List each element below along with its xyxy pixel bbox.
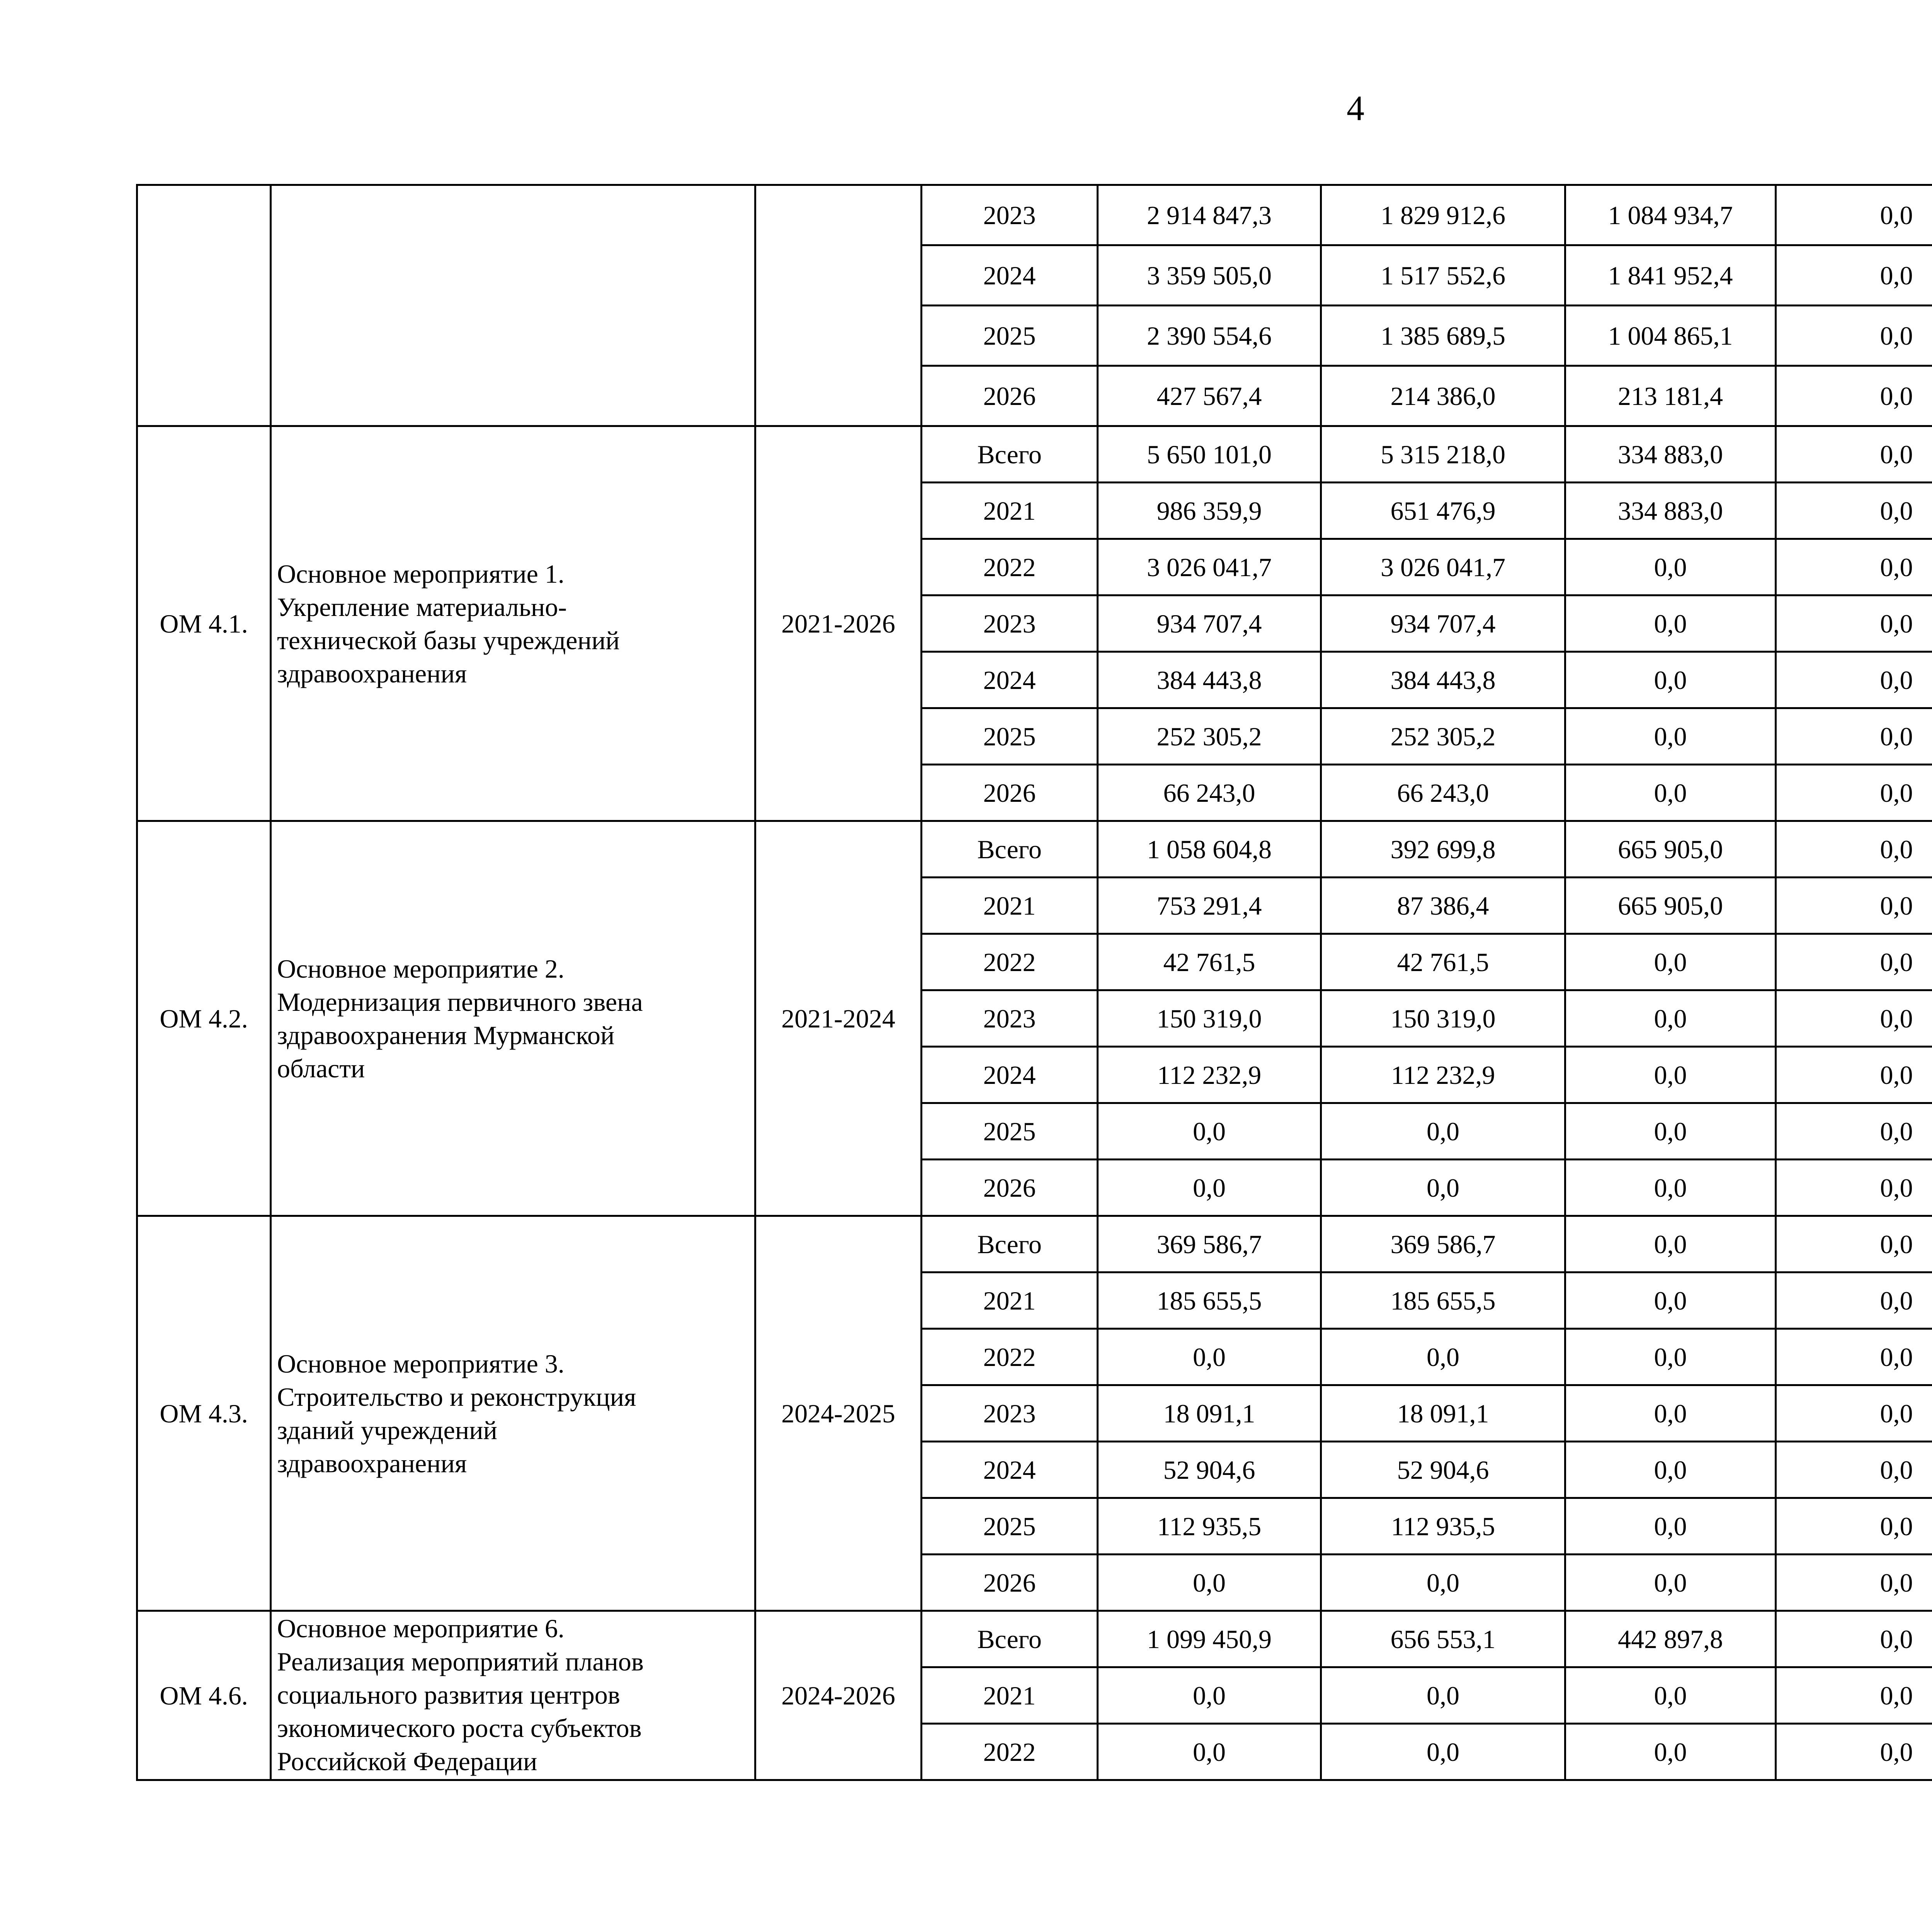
source-2-amount-cell: 665 905,0 (1565, 821, 1776, 878)
source-3-amount-cell: 0,0 (1776, 1385, 1932, 1442)
year-cell: 2026 (922, 1160, 1098, 1216)
source-2-amount-cell: 0,0 (1565, 990, 1776, 1047)
source-2-amount-cell: 0,0 (1565, 708, 1776, 765)
measure-name: Основное мероприятие 3. Строительство и реконструкция зданий учреждений здравоохранения (271, 1216, 755, 1611)
source-3-amount-cell: 0,0 (1776, 245, 1932, 306)
total-amount-cell: 150 319,0 (1098, 990, 1321, 1047)
source-3-amount-cell: 0,0 (1776, 185, 1932, 245)
measure-name: Основное мероприятие 2. Модернизация первичного звена здравоохранения Мурманской области (271, 821, 755, 1216)
source-2-amount-cell: 0,0 (1565, 1047, 1776, 1103)
total-amount-cell: 0,0 (1098, 1667, 1321, 1724)
measure-code: ОМ 4.1. (137, 426, 271, 821)
source-3-amount-cell: 0,0 (1776, 1442, 1932, 1498)
source-3-amount-cell: 0,0 (1776, 708, 1932, 765)
source-1-amount-cell: 0,0 (1321, 1160, 1565, 1216)
source-3-amount-cell: 0,0 (1776, 539, 1932, 595)
source-2-amount-cell: 334 883,0 (1565, 426, 1776, 483)
measure-name: Основное мероприятие 1. Укрепление материально- технической базы учреждений здравоохранения (271, 426, 755, 821)
total-amount-cell: 986 359,9 (1098, 483, 1321, 539)
source-2-amount-cell: 0,0 (1565, 539, 1776, 595)
year-cell: 2025 (922, 1103, 1098, 1160)
source-1-amount-cell: 651 476,9 (1321, 483, 1565, 539)
source-2-amount-cell: 0,0 (1565, 1103, 1776, 1160)
source-3-amount-cell: 0,0 (1776, 934, 1932, 990)
total-amount-cell: 2 914 847,3 (1098, 185, 1321, 245)
source-2-amount-cell: 0,0 (1565, 934, 1776, 990)
year-cell: 2026 (922, 765, 1098, 821)
source-1-amount-cell: 1 829 912,6 (1321, 185, 1565, 245)
source-2-amount-cell: 0,0 (1565, 595, 1776, 652)
year-cell: 2026 (922, 1555, 1098, 1611)
source-1-amount-cell: 0,0 (1321, 1555, 1565, 1611)
source-3-amount-cell: 0,0 (1776, 878, 1932, 934)
source-1-amount-cell: 18 091,1 (1321, 1385, 1565, 1442)
source-3-amount-cell: 0,0 (1776, 483, 1932, 539)
implementation-period (755, 185, 922, 426)
year-cell: 2025 (922, 306, 1098, 366)
total-amount-cell: 0,0 (1098, 1329, 1321, 1385)
year-cell: Всего (922, 821, 1098, 878)
source-2-amount-cell: 0,0 (1565, 1272, 1776, 1329)
source-2-amount-cell: 0,0 (1565, 765, 1776, 821)
year-cell: 2026 (922, 366, 1098, 426)
source-3-amount-cell: 0,0 (1776, 1047, 1932, 1103)
source-3-amount-cell: 0,0 (1776, 1160, 1932, 1216)
source-2-amount-cell: 1 841 952,4 (1565, 245, 1776, 306)
source-2-amount-cell: 0,0 (1565, 1385, 1776, 1442)
source-3-amount-cell: 0,0 (1776, 1272, 1932, 1329)
source-1-amount-cell: 87 386,4 (1321, 878, 1565, 934)
table-row (137, 426, 1932, 483)
source-3-amount-cell: 0,0 (1776, 1667, 1932, 1724)
year-cell: 2021 (922, 483, 1098, 539)
total-amount-cell: 185 655,5 (1098, 1272, 1321, 1329)
source-3-amount-cell: 0,0 (1776, 1724, 1932, 1780)
source-1-amount-cell: 656 553,1 (1321, 1611, 1565, 1667)
year-cell: 2024 (922, 1047, 1098, 1103)
measure-code (137, 185, 271, 426)
year-cell: 2021 (922, 878, 1098, 934)
source-1-amount-cell: 392 699,8 (1321, 821, 1565, 878)
source-3-amount-cell: 0,0 (1776, 1555, 1932, 1611)
source-2-amount-cell: 334 883,0 (1565, 483, 1776, 539)
year-cell: Всего (922, 1216, 1098, 1272)
source-1-amount-cell: 934 707,4 (1321, 595, 1565, 652)
total-amount-cell: 252 305,2 (1098, 708, 1321, 765)
total-amount-cell: 1 058 604,8 (1098, 821, 1321, 878)
year-cell: 2022 (922, 1329, 1098, 1385)
source-3-amount-cell: 0,0 (1776, 765, 1932, 821)
year-cell: Всего (922, 1611, 1098, 1667)
source-1-amount-cell: 42 761,5 (1321, 934, 1565, 990)
source-3-amount-cell: 0,0 (1776, 652, 1932, 708)
year-cell: 2024 (922, 652, 1098, 708)
page-number: 4 (1347, 88, 1364, 128)
source-1-amount-cell: 252 305,2 (1321, 708, 1565, 765)
source-1-amount-cell: 1 385 689,5 (1321, 306, 1565, 366)
year-cell: 2023 (922, 990, 1098, 1047)
source-2-amount-cell: 0,0 (1565, 1160, 1776, 1216)
total-amount-cell: 3 026 041,7 (1098, 539, 1321, 595)
total-amount-cell: 1 099 450,9 (1098, 1611, 1321, 1667)
total-amount-cell: 0,0 (1098, 1555, 1321, 1611)
source-2-amount-cell: 0,0 (1565, 1442, 1776, 1498)
measure-code: ОМ 4.3. (137, 1216, 271, 1611)
table-row (137, 1216, 1932, 1272)
source-1-amount-cell: 150 319,0 (1321, 990, 1565, 1047)
implementation-period: 2024-2026 (755, 1611, 922, 1780)
total-amount-cell: 2 390 554,6 (1098, 306, 1321, 366)
year-cell: 2023 (922, 1385, 1098, 1442)
year-cell: 2024 (922, 245, 1098, 306)
source-3-amount-cell: 0,0 (1776, 1329, 1932, 1385)
measure-name: Основное мероприятие 6. Реализация мероприятий планов социального развития центров экономического роста субъектов Российской Федерации (271, 1611, 755, 1780)
measure-code: ОМ 4.6. (137, 1611, 271, 1780)
total-amount-cell: 0,0 (1098, 1160, 1321, 1216)
total-amount-cell: 18 091,1 (1098, 1385, 1321, 1442)
source-3-amount-cell: 0,0 (1776, 306, 1932, 366)
table-row (137, 185, 1932, 245)
source-1-amount-cell: 1 517 552,6 (1321, 245, 1565, 306)
source-1-amount-cell: 185 655,5 (1321, 1272, 1565, 1329)
total-amount-cell: 0,0 (1098, 1724, 1321, 1780)
year-cell: 2022 (922, 1724, 1098, 1780)
total-amount-cell: 427 567,4 (1098, 366, 1321, 426)
implementation-period: 2021-2024 (755, 821, 922, 1216)
source-2-amount-cell: 213 181,4 (1565, 366, 1776, 426)
source-3-amount-cell: 0,0 (1776, 366, 1932, 426)
source-2-amount-cell: 0,0 (1565, 1329, 1776, 1385)
year-cell: Всего (922, 426, 1098, 483)
year-cell: 2021 (922, 1272, 1098, 1329)
source-1-amount-cell: 112 935,5 (1321, 1498, 1565, 1555)
total-amount-cell: 112 935,5 (1098, 1498, 1321, 1555)
source-1-amount-cell: 3 026 041,7 (1321, 539, 1565, 595)
measure-name (271, 185, 755, 426)
source-1-amount-cell: 214 386,0 (1321, 366, 1565, 426)
total-amount-cell: 42 761,5 (1098, 934, 1321, 990)
source-3-amount-cell: 0,0 (1776, 1103, 1932, 1160)
year-cell: 2025 (922, 1498, 1098, 1555)
source-2-amount-cell: 0,0 (1565, 1724, 1776, 1780)
source-1-amount-cell: 0,0 (1321, 1103, 1565, 1160)
total-amount-cell: 3 359 505,0 (1098, 245, 1321, 306)
source-3-amount-cell: 0,0 (1776, 1216, 1932, 1272)
source-1-amount-cell: 52 904,6 (1321, 1442, 1565, 1498)
source-1-amount-cell: 112 232,9 (1321, 1047, 1565, 1103)
measure-code: ОМ 4.2. (137, 821, 271, 1216)
source-1-amount-cell: 384 443,8 (1321, 652, 1565, 708)
total-amount-cell: 0,0 (1098, 1103, 1321, 1160)
source-1-amount-cell: 0,0 (1321, 1724, 1565, 1780)
total-amount-cell: 112 232,9 (1098, 1047, 1321, 1103)
source-2-amount-cell: 1 084 934,7 (1565, 185, 1776, 245)
year-cell: 2023 (922, 185, 1098, 245)
year-cell: 2023 (922, 595, 1098, 652)
source-2-amount-cell: 0,0 (1565, 1667, 1776, 1724)
total-amount-cell: 384 443,8 (1098, 652, 1321, 708)
year-cell: 2025 (922, 708, 1098, 765)
total-amount-cell: 5 650 101,0 (1098, 426, 1321, 483)
source-1-amount-cell: 0,0 (1321, 1329, 1565, 1385)
source-3-amount-cell: 0,0 (1776, 990, 1932, 1047)
source-3-amount-cell: 0,0 (1776, 1611, 1932, 1667)
source-2-amount-cell: 0,0 (1565, 1216, 1776, 1272)
source-3-amount-cell: 0,0 (1776, 821, 1932, 878)
budget-table (136, 184, 1932, 1781)
total-amount-cell: 934 707,4 (1098, 595, 1321, 652)
source-1-amount-cell: 369 586,7 (1321, 1216, 1565, 1272)
source-3-amount-cell: 0,0 (1776, 1498, 1932, 1555)
total-amount-cell: 369 586,7 (1098, 1216, 1321, 1272)
source-2-amount-cell: 0,0 (1565, 1498, 1776, 1555)
source-1-amount-cell: 66 243,0 (1321, 765, 1565, 821)
year-cell: 2022 (922, 934, 1098, 990)
source-3-amount-cell: 0,0 (1776, 426, 1932, 483)
source-1-amount-cell: 5 315 218,0 (1321, 426, 1565, 483)
source-2-amount-cell: 1 004 865,1 (1565, 306, 1776, 366)
total-amount-cell: 753 291,4 (1098, 878, 1321, 934)
implementation-period: 2024-2025 (755, 1216, 922, 1611)
total-amount-cell: 66 243,0 (1098, 765, 1321, 821)
year-cell: 2022 (922, 539, 1098, 595)
source-2-amount-cell: 0,0 (1565, 1555, 1776, 1611)
table-row (137, 821, 1932, 878)
source-1-amount-cell: 0,0 (1321, 1667, 1565, 1724)
table-row (137, 1611, 1932, 1667)
source-3-amount-cell: 0,0 (1776, 595, 1932, 652)
source-2-amount-cell: 0,0 (1565, 652, 1776, 708)
source-2-amount-cell: 442 897,8 (1565, 1611, 1776, 1667)
year-cell: 2024 (922, 1442, 1098, 1498)
source-2-amount-cell: 665 905,0 (1565, 878, 1776, 934)
year-cell: 2021 (922, 1667, 1098, 1724)
implementation-period: 2021-2026 (755, 426, 922, 821)
total-amount-cell: 52 904,6 (1098, 1442, 1321, 1498)
